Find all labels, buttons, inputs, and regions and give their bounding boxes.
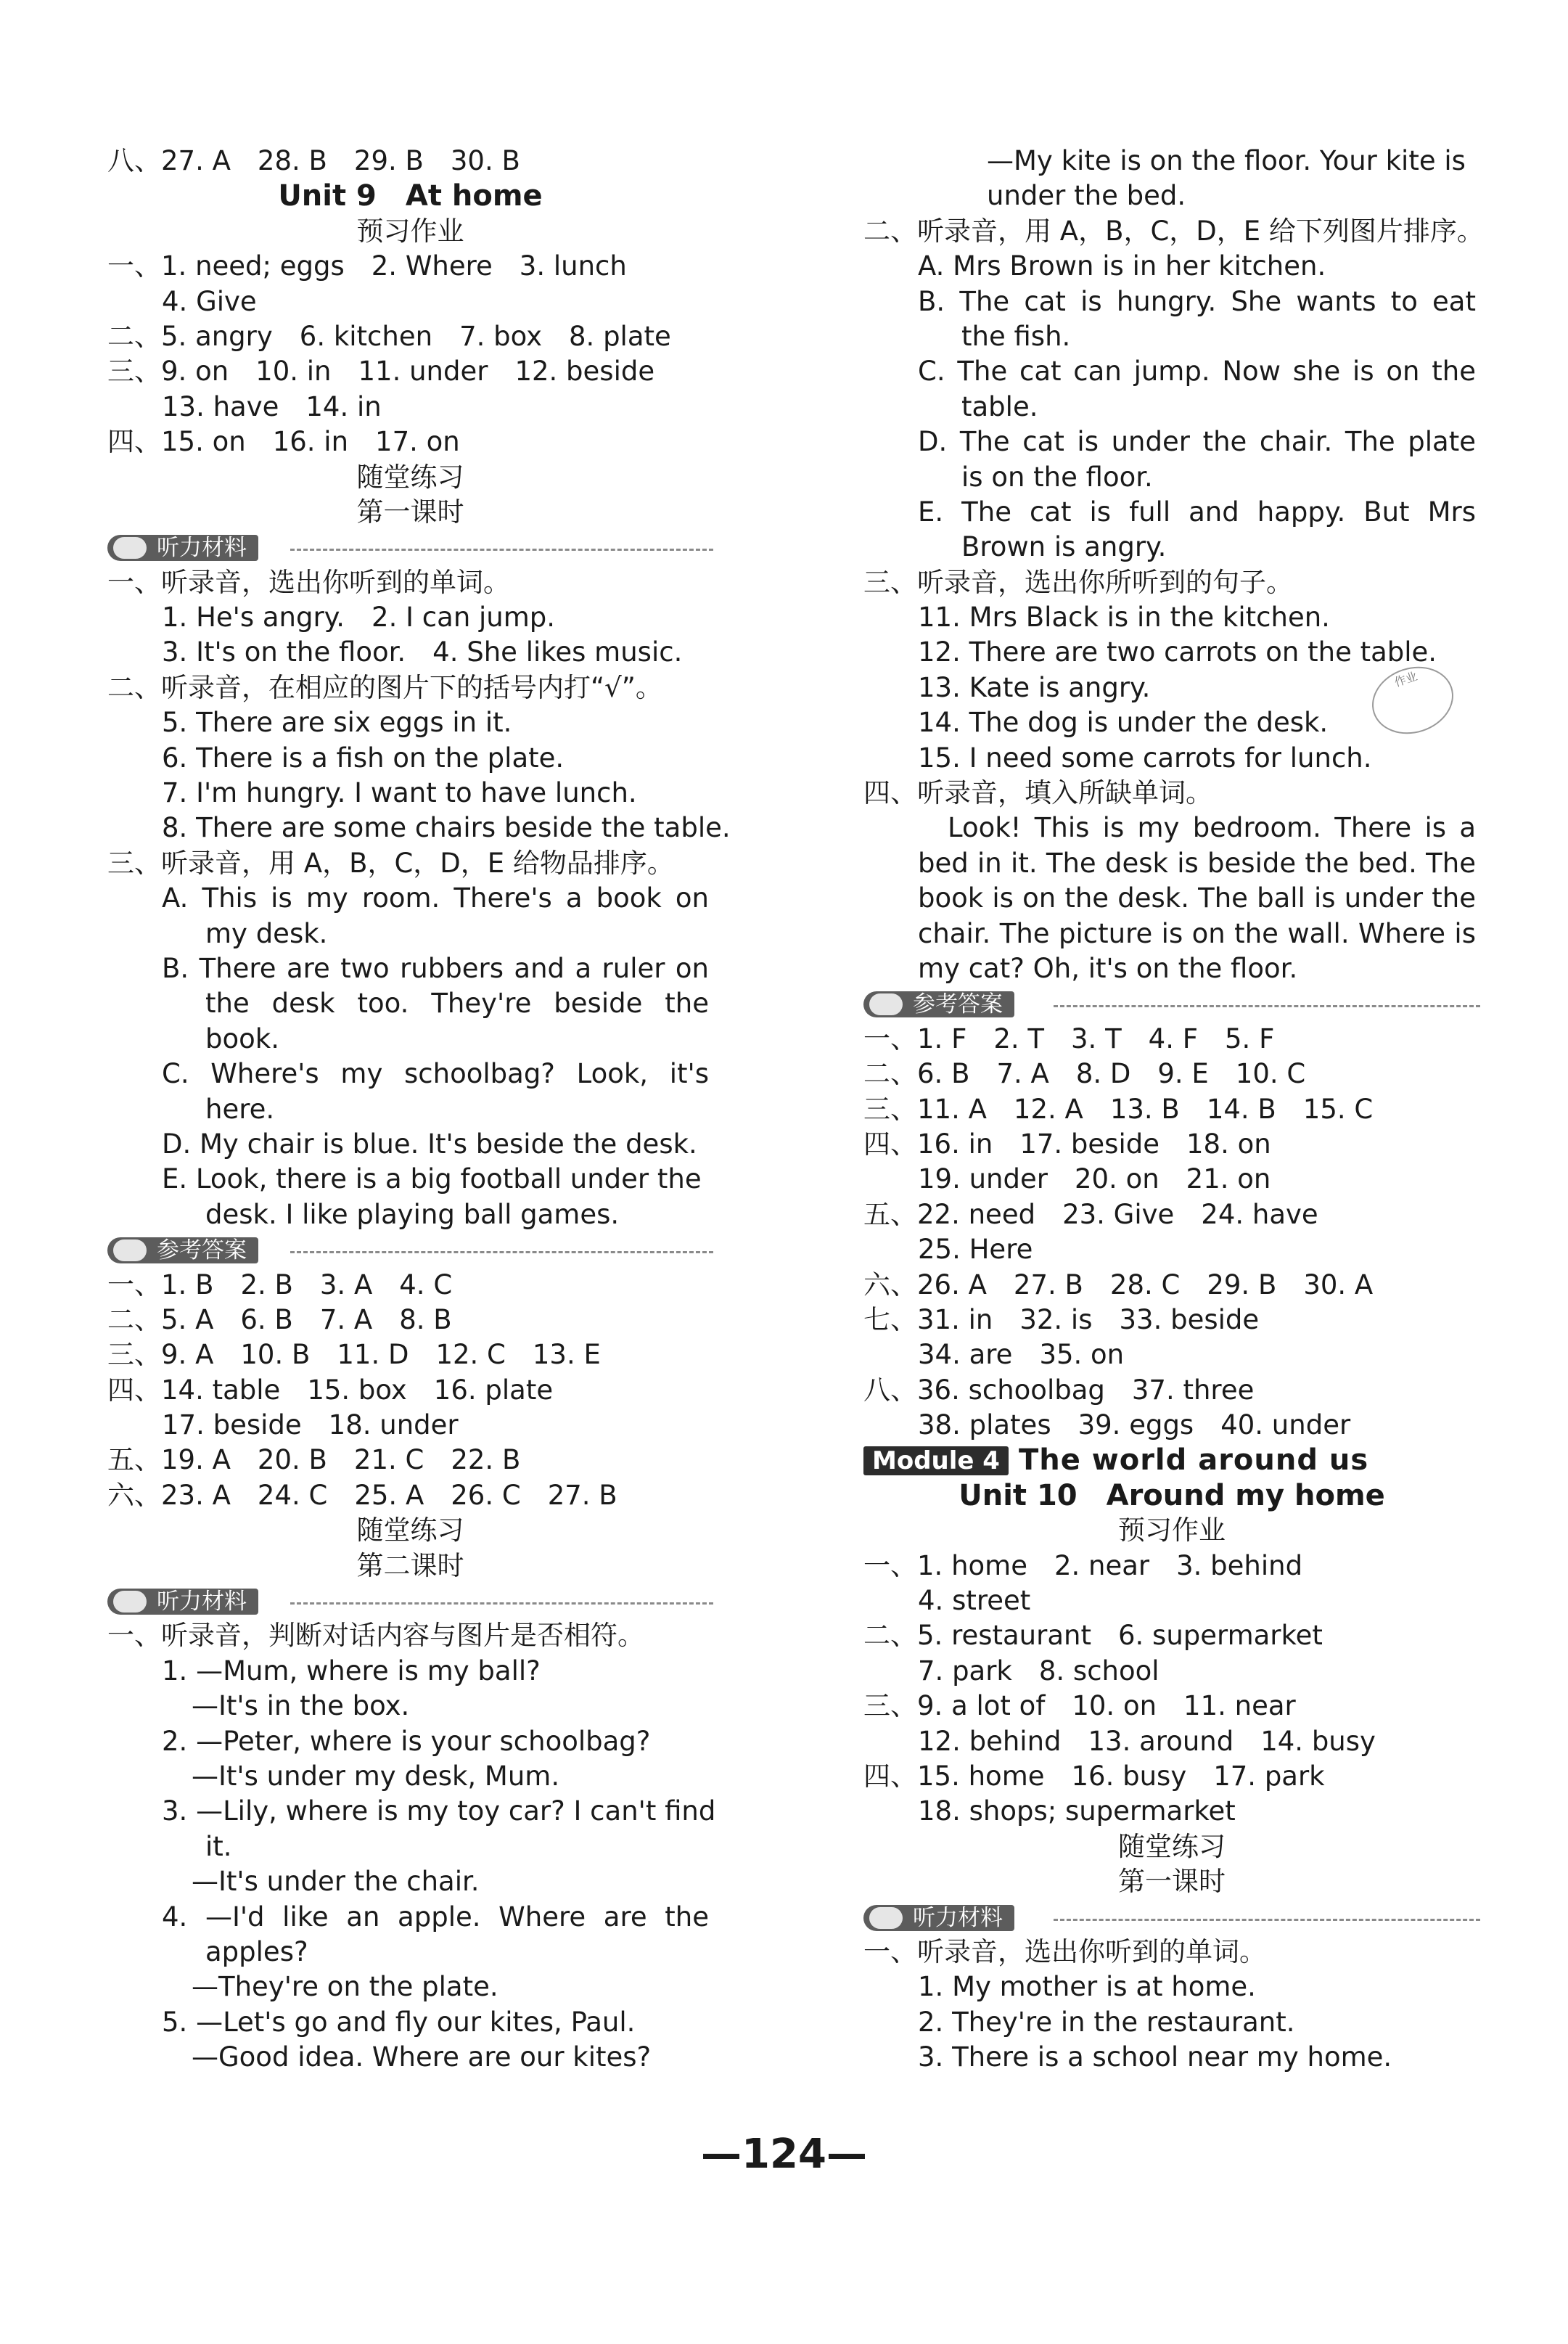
text-line: 14. The dog is under the desk. <box>918 707 1329 739</box>
text-line: —It's under the chair. <box>192 1866 480 1898</box>
text-line: 34. are 35. on <box>918 1339 1125 1371</box>
dashed-divider <box>1054 1005 1480 1007</box>
text-line: chair. The picture is on the wall. Where is <box>918 917 1476 949</box>
section-header <box>107 1232 713 1267</box>
dashed-divider <box>290 1251 713 1253</box>
text-line: —They're on the plate. <box>192 1971 498 2003</box>
text-line: —It's in the box. <box>192 1690 410 1722</box>
section-tag-label: 听力材料 <box>157 535 247 562</box>
text-line: 3. It's on the floor. 4. She likes music. <box>162 636 683 668</box>
text-line: is on the floor. <box>961 461 1153 493</box>
text-line: —It's under my desk, Mum. <box>192 1760 560 1792</box>
text-line: C. The cat can jump. Now she is on the <box>918 356 1476 388</box>
text-line: Unit 9 At home <box>278 179 543 213</box>
page-number: —124— <box>701 2131 867 2178</box>
text-line: A. This is my room. There's a book on <box>162 882 709 914</box>
text-line: 二、6. B 7. A 8. D 9. E 10. C <box>863 1058 1306 1090</box>
text-line: —My kite is on the floor. Your kite is <box>987 145 1466 176</box>
checklist-icon <box>869 993 903 1015</box>
text-line: E. Look, there is a big football under the <box>162 1163 702 1195</box>
text-line: 13. Kate is angry. <box>918 671 1151 703</box>
section-tag-label: 参考答案 <box>913 991 1003 1018</box>
text-line: 4. street <box>918 1585 1031 1617</box>
section-tag <box>107 1589 258 1615</box>
text-line: 1. My mother is at home. <box>918 1971 1256 2003</box>
text-line: 1. —Mum, where is my ball? <box>162 1655 541 1687</box>
text-line: 三、听录音，选出你所听到的句子。 <box>863 566 1293 598</box>
text-line: 随堂练习 <box>356 1515 464 1546</box>
text-line: 一、1. F 2. T 3. T 4. F 5. F <box>863 1023 1275 1054</box>
text-line: 一、1. B 2. B 3. A 4. C <box>107 1269 453 1300</box>
text-line: bed in it. The desk is beside the bed. The <box>918 847 1476 879</box>
text-line: 三、听录音，用 A，B，C，D，E 给物品排序。 <box>107 847 674 879</box>
section-tag-label: 听力材料 <box>157 1589 247 1615</box>
text-line: D. The cat is under the chair. The plate <box>918 426 1476 458</box>
module-title: The world around us <box>1018 1443 1369 1478</box>
text-line: 一、听录音，选出你听到的单词。 <box>107 566 510 598</box>
dashed-divider <box>290 549 713 551</box>
text-line: it. <box>205 1830 232 1862</box>
text-line: 二、听录音，在相应的图片下的括号内打“√”。 <box>107 671 662 703</box>
text-line: A. Mrs Brown is in her kitchen. <box>918 250 1326 282</box>
watermark-stamp: 作业 <box>1363 657 1462 745</box>
section-header <box>863 1900 1480 1935</box>
text-line: 一、1. need; eggs 2. Where 3. lunch <box>107 250 627 282</box>
section-header <box>107 530 713 565</box>
dashed-divider <box>290 1602 713 1605</box>
section-header <box>107 1583 713 1618</box>
text-line: book is on the desk. The ball is under the <box>918 882 1476 914</box>
left-column <box>107 144 731 2075</box>
text-line: my desk. <box>205 917 328 949</box>
section-tag <box>107 535 258 561</box>
text-line: 三、9. a lot of 10. on 11. near <box>863 1690 1296 1722</box>
text-line: 随堂练习 <box>356 461 464 493</box>
text-line: 二、听录音，用 A，B，C，D，E 给下列图片排序。 <box>863 215 1484 247</box>
text-line: Brown is angry. <box>961 531 1167 563</box>
module-heading <box>863 1443 1480 1478</box>
text-line: 15. I need some carrots for lunch. <box>918 742 1372 774</box>
text-line: 13. have 14. in <box>162 390 382 422</box>
text-line: 1. He's angry. 2. I can jump. <box>162 602 556 634</box>
text-line: 六、23. A 24. C 25. A 26. C 27. B <box>107 1479 617 1511</box>
text-line: 3. There is a school near my home. <box>918 2041 1392 2073</box>
text-line: 二、5. A 6. B 7. A 8. B <box>107 1303 452 1335</box>
text-line: 17. beside 18. under <box>162 1409 459 1441</box>
text-line: 五、22. need 23. Give 24. have <box>863 1198 1318 1230</box>
text-line: 4. —I'd like an apple. Where are the <box>162 1901 709 1933</box>
text-line: Unit 10 Around my home <box>959 1478 1385 1512</box>
text-line: 一、听录音，选出你听到的单词。 <box>863 1935 1266 1967</box>
text-line: the fish. <box>961 320 1071 352</box>
text-line: 7. park 8. school <box>918 1655 1159 1687</box>
text-line: 7. I'm hungry. I want to have lunch. <box>162 777 637 809</box>
text-line: 12. behind 13. around 14. busy <box>918 1725 1376 1757</box>
text-line: 七、31. in 32. is 33. beside <box>863 1303 1260 1335</box>
text-line: 八、36. schoolbag 37. three <box>863 1374 1255 1406</box>
text-line: 11. Mrs Black is in the kitchen. <box>918 602 1330 634</box>
text-line: 预习作业 <box>356 215 464 247</box>
headphones-icon <box>869 1907 903 1929</box>
text-line: 18. shops; supermarket <box>918 1795 1236 1827</box>
text-line: 6. There is a fish on the plate. <box>162 742 565 774</box>
text-line: 一、听录音，判断对话内容与图片是否相符。 <box>107 1620 644 1652</box>
text-line: 25. Here <box>918 1234 1033 1266</box>
text-line: here. <box>205 1093 275 1125</box>
module-badge: Module 4 <box>863 1446 1009 1475</box>
text-line: 二、5. restaurant 6. supermarket <box>863 1620 1323 1652</box>
section-tag-label: 听力材料 <box>913 1904 1003 1931</box>
text-line: 六、26. A 27. B 28. C 29. B 30. A <box>863 1269 1374 1300</box>
text-line: 四、16. in 17. beside 18. on <box>863 1128 1271 1160</box>
text-line: 2. —Peter, where is your schoolbag? <box>162 1725 651 1757</box>
headphones-icon <box>113 537 147 559</box>
text-line: 八、27. A 28. B 29. B 30. B <box>107 145 520 176</box>
text-line: table. <box>961 390 1038 422</box>
text-line: 第一课时 <box>1118 1866 1226 1898</box>
text-line: 一、1. home 2. near 3. behind <box>863 1549 1303 1581</box>
text-line: 2. They're in the restaurant. <box>918 2006 1295 2038</box>
text-line: 四、14. table 15. box 16. plate <box>107 1374 554 1406</box>
headphones-icon <box>113 1591 147 1612</box>
section-tag <box>863 991 1014 1017</box>
text-line: 随堂练习 <box>1118 1830 1226 1862</box>
text-line: the desk too. They're beside the <box>205 988 709 1020</box>
text-line: 四、15. on 16. in 17. on <box>107 426 460 458</box>
text-line: my cat? Oh, it's on the floor. <box>918 952 1298 984</box>
text-line: 19. under 20. on 21. on <box>918 1163 1271 1195</box>
text-line: 三、9. on 10. in 11. under 12. beside <box>107 356 655 388</box>
text-line: 二、5. angry 6. kitchen 7. box 8. plate <box>107 320 671 352</box>
text-line: 三、11. A 12. A 13. B 14. B 15. C <box>863 1093 1374 1125</box>
text-line: 8. There are some chairs beside the table. <box>162 812 731 844</box>
text-line: 12. There are two carrots on the table. <box>918 636 1437 668</box>
text-line: 第一课时 <box>356 496 464 528</box>
text-line: —Good idea. Where are our kites? <box>192 2041 652 2073</box>
text-line: book. <box>205 1023 279 1054</box>
text-line: C. Where's my schoolbag? Look, it's <box>162 1058 709 1090</box>
text-line: B. The cat is hungry. She wants to eat <box>918 285 1476 317</box>
text-line: 5. There are six eggs in it. <box>162 707 512 739</box>
text-line: 38. plates 39. eggs 40. under <box>918 1409 1351 1441</box>
text-line: 三、9. A 10. B 11. D 12. C 13. E <box>107 1339 601 1371</box>
right-column <box>863 144 1484 2075</box>
section-tag-label: 参考答案 <box>157 1237 247 1264</box>
text-line: 四、听录音，填入所缺单词。 <box>863 777 1212 809</box>
text-line: B. There are two rubbers and a ruler on <box>162 952 709 984</box>
text-line: desk. I like playing ball games. <box>205 1198 620 1230</box>
text-line: 4. Give <box>162 285 257 317</box>
text-line: under the bed. <box>987 180 1186 212</box>
text-line: 3. —Lily, where is my toy car? I can't find <box>162 1795 716 1827</box>
text-line: 预习作业 <box>1118 1515 1226 1546</box>
text-line: 四、15. home 16. busy 17. park <box>863 1760 1325 1792</box>
section-tag <box>863 1905 1014 1931</box>
text-line: E. The cat is full and happy. But Mrs <box>918 496 1476 528</box>
text-line: 5. —Let's go and fly our kites, Paul. <box>162 2006 636 2038</box>
text-line: D. My chair is blue. It's beside the desk. <box>162 1128 697 1160</box>
section-header <box>863 986 1480 1021</box>
dashed-divider <box>1054 1919 1480 1921</box>
text-line: Look! This is my bedroom. There is a <box>948 812 1476 844</box>
checklist-icon <box>113 1239 147 1261</box>
section-tag <box>107 1237 258 1263</box>
text-line: 第二课时 <box>356 1549 464 1581</box>
text-line: apples? <box>205 1935 308 1967</box>
text-line: 五、19. A 20. B 21. C 22. B <box>107 1444 521 1476</box>
